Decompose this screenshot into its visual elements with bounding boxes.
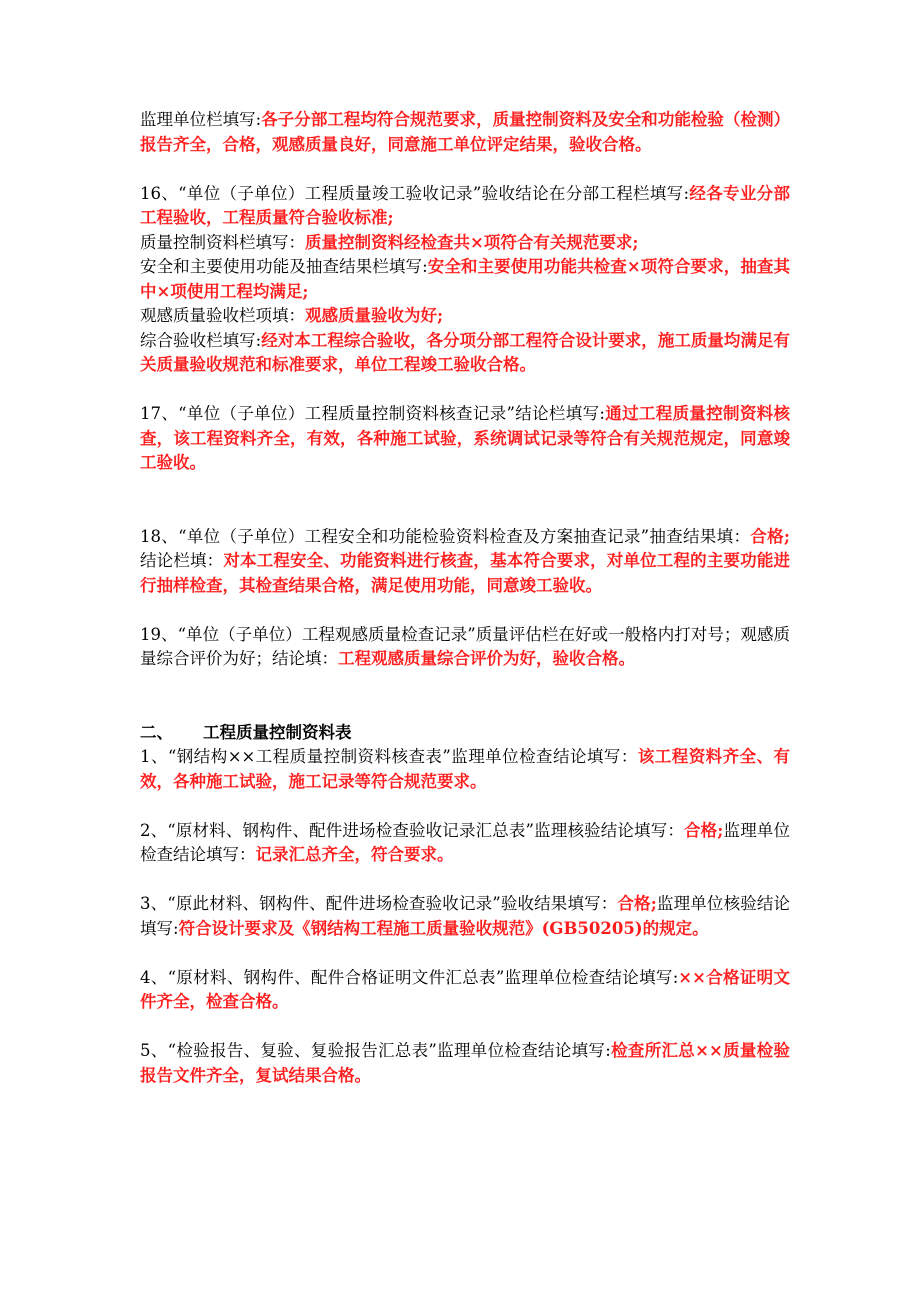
paragraph-s4 — [140, 966, 790, 1015]
label: 综合验收栏填写: — [140, 330, 262, 350]
label: 结论栏填： — [140, 551, 224, 570]
filled-value: 记录汇总齐全，符合要求。 — [255, 845, 454, 864]
label: 监理单位栏填写: — [140, 110, 262, 129]
label: 18、“单位（子单位）工程安全和功能检验资料检查及方案抽查记录”抽查结果填： — [140, 526, 751, 546]
label: 观感质量验收栏项填： — [140, 306, 305, 325]
filled-value: 经对本工程综合验收，各分项分部工程符合设计要求，施工质量均满足有关质量验收规范和标准要求，单位工程竣工验收合格。 — [140, 330, 791, 374]
filled-value: 检查所汇总××质量检验报告文件齐全，复试结果合格。 — [140, 1041, 790, 1085]
label: 安全和主要使用功能及抽查结果栏填写: — [140, 257, 428, 276]
filled-value: 通过工程质量控制资料核查，该工程资料齐全，有效，各种施工试验，系统调试记录等符合有关规范规定，同意竣工验收。 — [140, 404, 790, 472]
label: 监理单位检查结论填写： — [140, 820, 791, 864]
filled-value: 合格; — [684, 820, 724, 840]
filled-value: 符合设计要求及《钢结构工程施工质量验收规范》(GB50205)的规定。 — [178, 918, 709, 938]
label: 5、“检验报告、复验、复验报告汇总表”监理单位检查结论填写: — [140, 1041, 611, 1060]
label: 3、“原此材料、钢构件、配件进场检查验收记录”验收结果填写： — [140, 894, 618, 913]
label: 质量控制资料栏填写： — [140, 232, 305, 252]
filled-value: 合格; — [617, 894, 657, 913]
label: 监理单位核验结论填写: — [140, 894, 791, 938]
paragraph-s1 — [140, 745, 790, 794]
section-heading — [140, 721, 790, 746]
document-page — [140, 108, 790, 1088]
filled-value: 各子分部工程均符合规范要求，质量控制资料及安全和功能检验（检测）报告齐全，合格，观感质量良好，同意施工单位评定结果，验收合格。 — [140, 110, 791, 154]
filled-value: ××合格证明文件齐全，检查合格。 — [140, 967, 790, 1011]
label: 19、“单位（子单位）工程观感质量检查记录”质量评估栏在好或一般格内打对号；观感质量综合评价为好；结论填： — [140, 624, 790, 668]
paragraph-item-18 — [140, 525, 790, 599]
label: 4、“原材料、钢构件、配件合格证明文件汇总表”监理单位检查结论填写: — [140, 967, 679, 987]
filled-value: 该工程资料齐全、有效，各种施工试验，施工记录等符合规范要求。 — [140, 747, 790, 791]
paragraph-s3 — [140, 892, 790, 941]
paragraph-item-16 — [140, 182, 790, 378]
section-number: 二、 — [140, 722, 173, 742]
paragraph-s5 — [140, 1039, 790, 1088]
filled-value: 质量控制资料经检查共×项符合有关规范要求; — [305, 232, 639, 252]
filled-value: 观感质量验收为好; — [305, 306, 444, 325]
paragraph-monitor-unit — [140, 108, 790, 157]
section-title: 工程质量控制资料表 — [203, 722, 352, 742]
paragraph-s2 — [140, 819, 790, 868]
filled-value: 合格; — [750, 526, 790, 546]
filled-value: 经各专业分部工程验收，工程质量符合验收标准; — [140, 183, 790, 227]
paragraph-item-17 — [140, 402, 790, 476]
label: 17、“单位（子单位）工程质量控制资料核查记录”结论栏填写: — [140, 404, 605, 423]
label: 2、“原材料、钢构件、配件进场检查验收记录汇总表”监理核验结论填写： — [140, 820, 684, 840]
filled-value: 对本工程安全、功能资料进行核查，基本符合要求，对单位工程的主要功能进行抽样检查，其检查结果合格，满足使用功能，同意竣工验收。 — [140, 551, 791, 595]
label: 16、“单位（子单位）工程质量竣工验收记录”验收结论在分部工程栏填写: — [140, 183, 690, 203]
filled-value: 工程观感质量综合评价为好，验收合格。 — [338, 649, 635, 668]
label: 1、“钢结构××工程质量控制资料核查表”监理单位检查结论填写： — [140, 747, 638, 766]
filled-value: 安全和主要使用功能共检查×项符合要求，抽查其中×项使用工程均满足; — [140, 257, 791, 301]
paragraph-item-19 — [140, 623, 790, 672]
